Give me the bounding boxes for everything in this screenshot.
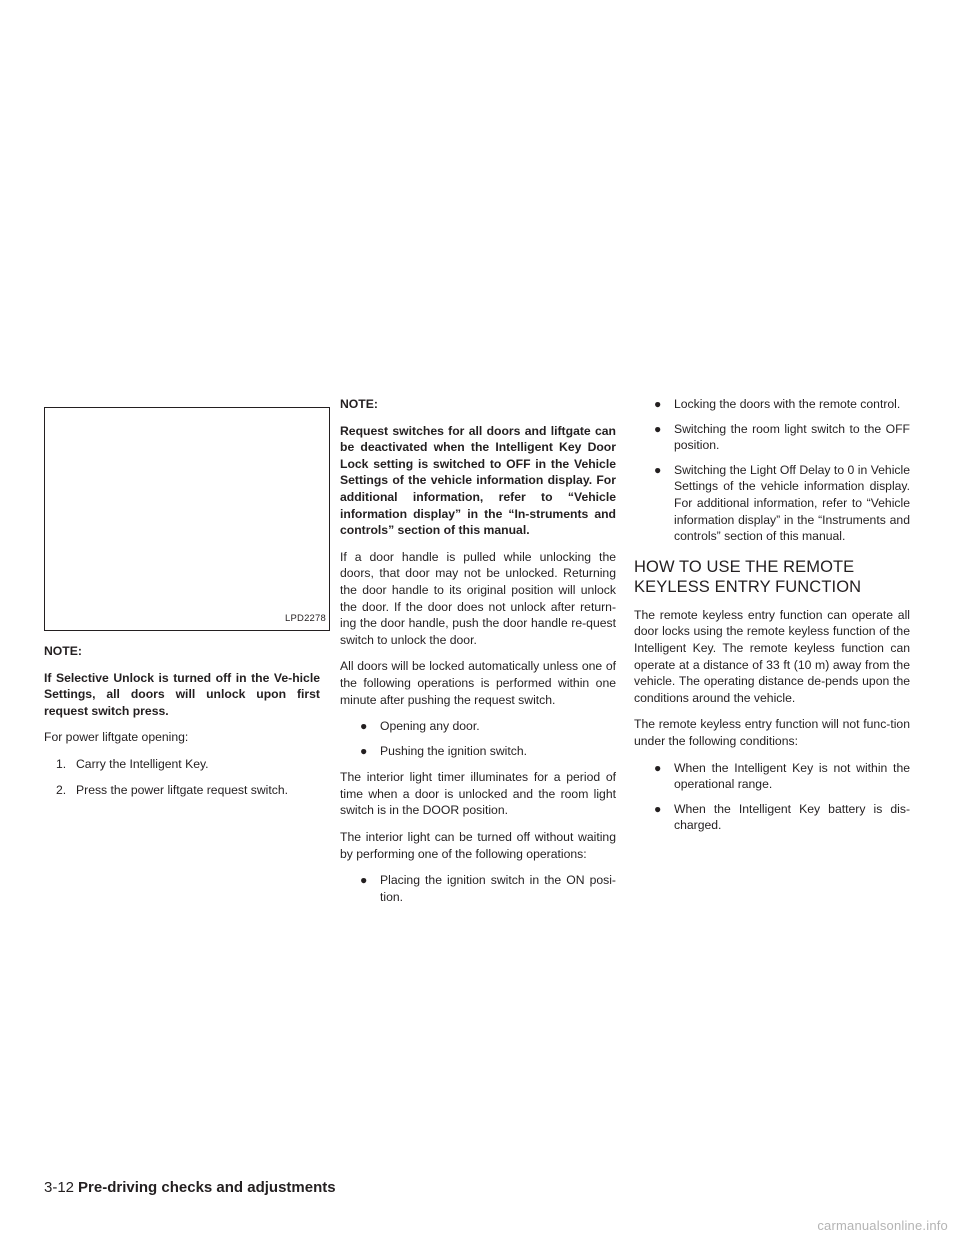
paragraph: The remote keyless entry function will not func-tion under the following conditions: — [634, 717, 910, 748]
watermark: carmanualsonline.info — [817, 1218, 948, 1233]
column-middle — [340, 396, 616, 915]
step-number: 2. — [56, 782, 67, 797]
bullet-list — [634, 396, 910, 545]
liftgate-intro: For power liftgate opening: — [44, 730, 189, 745]
note-text: If Selective Unlock is turned off in the Ve-hicle Settings, all doors will unlock upon first request switch press. — [44, 670, 320, 718]
bullet-icon: ● — [360, 743, 368, 758]
column-right — [634, 396, 910, 844]
page-number: 3-12 — [44, 1179, 75, 1196]
page-footer — [44, 1179, 336, 1197]
paragraph: All doors will be locked automatically unless one of the following operations is performed within one minute after pushing the request switch. — [340, 659, 616, 707]
paragraph: The interior light timer illuminates for a period of time when a door is unlocked and the room light switch is in the DOOR position. — [340, 770, 616, 818]
column-left — [44, 407, 326, 808]
chapter-title: Pre-driving checks and adjustments — [78, 1179, 336, 1196]
note-text: Request switches for all doors and liftgate can be deactivated when the Intelligent Key Door Lock setting is switched to OFF in the Vehicle Settings of the vehicle information display. For additional information, refer to “Vehicle information display” in the “In-struments and controls” section of this manual. — [340, 423, 616, 538]
bullet-list — [340, 872, 616, 905]
list-item: ● When the Intelligent Key is not within the operational range. — [654, 760, 910, 792]
figure-placeholder — [44, 407, 330, 631]
paragraph: The remote keyless entry function can operate all door locks using the remote keyless function of the Intelligent Key. The remote keyless function can operate at a distance of 33 ft (10 m) away from the vehicle. The operating distance de-pends upon the conditions around the vehicle. — [634, 607, 910, 705]
list-item: ● Pushing the ignition switch. — [360, 743, 528, 758]
bullet-icon: ● — [360, 719, 368, 734]
paragraph: If a door handle is pulled while unlocking the doors, that door may not be unlocked. Returning the door handle to its original position will unlock the door. If the door does not unlock after return-ing the door handle, push the door handle re-quest switch to unlock the door. — [340, 549, 616, 647]
step-item — [44, 756, 320, 773]
bullet-icon: ● — [360, 873, 368, 888]
bullet-icon: ● — [654, 421, 662, 436]
bullet-list — [340, 718, 616, 759]
bullet-icon: ● — [654, 397, 662, 411]
note-label: NOTE: — [340, 397, 378, 411]
figure-id: LPD2278 — [284, 613, 326, 625]
list-item: ● Switching the room light switch to the OFF position. — [654, 421, 910, 453]
step-text: Press the power liftgate request switch. — [76, 782, 289, 797]
bullet-icon: ● — [654, 760, 662, 775]
list-item: ● Placing the ignition switch in the ON posi-tion. — [360, 873, 616, 904]
list-item: ● When the Intelligent Key battery is dis-charged. — [654, 801, 910, 833]
list-item: ● Locking the doors with the remote control. — [654, 397, 901, 411]
bullet-list — [634, 760, 910, 834]
step-number: 1. — [56, 756, 67, 771]
bullet-icon: ● — [654, 462, 662, 477]
list-item: ● Opening any door. — [360, 719, 480, 734]
bullet-icon: ● — [654, 801, 662, 816]
section-heading: HOW TO USE THE REMOTE KEYLESS ENTRY FUNCTION — [634, 557, 862, 596]
list-item: ● Switching the Light Off Delay to 0 in Vehicle Settings of the vehicle information display. For additional information, refer to “Vehicle information display” in the “Instruments and controls” section of this manual. — [654, 462, 910, 544]
paragraph: The interior light can be turned off without waiting by performing one of the following operations: — [340, 830, 616, 861]
step-text: Carry the Intelligent Key. — [76, 756, 209, 771]
note-label: NOTE: — [44, 644, 82, 658]
step-item — [44, 782, 320, 799]
liftgate-steps — [44, 756, 320, 798]
